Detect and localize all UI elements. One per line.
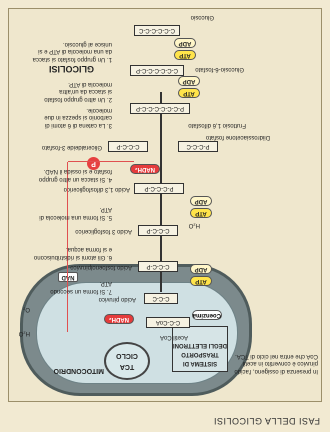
tca-cycle [104,342,150,380]
adp-5: ADP [190,196,212,206]
atp-1: ATP [174,50,196,60]
note-4: 4. Si stacca un altro gruppo fosfato e si ossida il NAD. [38,168,112,182]
page-header: FASI DELLA GLICOLISI [213,416,320,426]
glycolysis-title: GLICOLISI [49,64,94,74]
atp-5: ATP [190,208,212,218]
tca-label: TCA CICLO [116,352,138,370]
note-7: 7. Si forma un secondo ATP. [50,280,112,294]
adp-2: ADP [178,76,200,86]
nadh-mito: NADH₂ [104,314,134,324]
coenzyme-pill: Coenzima [192,312,221,318]
water-label: H₂O [18,330,30,336]
dhap-box: P-C-C-C [178,141,218,152]
pep-label: Acido fosfoenolpiruvico [70,264,132,270]
g6p-box: C-C-C-C-C-C-P [130,65,184,76]
pg3-box: C-C-C-P [138,225,178,236]
nad-box: NAD [58,272,78,282]
g3p-box: C-C-C-P [108,141,148,152]
note-6: 6. Gli atomi si ridistribuiscono e si forma acqua. [33,246,112,260]
oxygen-label: O₂ [23,306,30,312]
electron-line-h [68,161,134,162]
note-8: In presenza di ossigeno, l'acido piruvico è convertito in acetil CoA che entra nel ciclo di TCA. [234,353,318,374]
note-3: 3. La catena di 6 atomi di carbonio si spezza in due molecole. [44,107,112,128]
bpg-box: P-C-C-C-P [134,183,184,194]
nadh-glyco: NADH₂ [130,164,160,174]
ets-label: SISTEMA DI TRASPORTO DEGLI ELETTRONI [173,342,227,366]
f16-label: Fruttosio 1,6 difosfato [188,122,246,128]
pep-box: C-C-C-P [138,261,178,272]
atp-2: ATP [178,88,200,98]
note-1: 1. Un gruppo fosfato si stacca da una molecola di ATP e si unisce al glucosio. [32,41,112,62]
g3p-label: Gliceraldeide 3-fosfato [41,144,102,150]
dhap-label: Diidrossiacetone fosfato [205,134,270,140]
f16-box: P-C-C-C-C-C-C-P [130,103,190,114]
acetyl-coa-label: Acetil CoA [159,334,188,340]
g6p-label: Glucosio-6-fosfato [195,66,244,72]
glucose-box: C-C-C-C-C-C [134,25,180,36]
atp-7: ATP [190,276,212,286]
pg3-label: Acido 3 fosfoglicerico [75,228,132,234]
acetyl-coa-box: C-C-CoA [146,317,190,328]
pyruvate-box: C-C-C [144,293,178,304]
pyruvate-label: Acido piruvico [98,296,136,302]
bpg-label: Acido 1,3 difosfoglicerico [63,186,130,192]
phosphate-in: P [87,157,100,170]
water-out: H₂O [188,222,200,228]
adp-1: ADP [174,38,196,48]
glucose-label: Glucosio [190,14,214,20]
note-2: 2. Un altro gruppo fosfato si stacca da un'altra molecola di ATP. [44,81,112,102]
adp-7: ADP [190,264,212,274]
mitochondrion-title: MITOCONDRIO [53,367,104,374]
note-5: 5. Si forma una molecola di ATP. [39,206,112,220]
